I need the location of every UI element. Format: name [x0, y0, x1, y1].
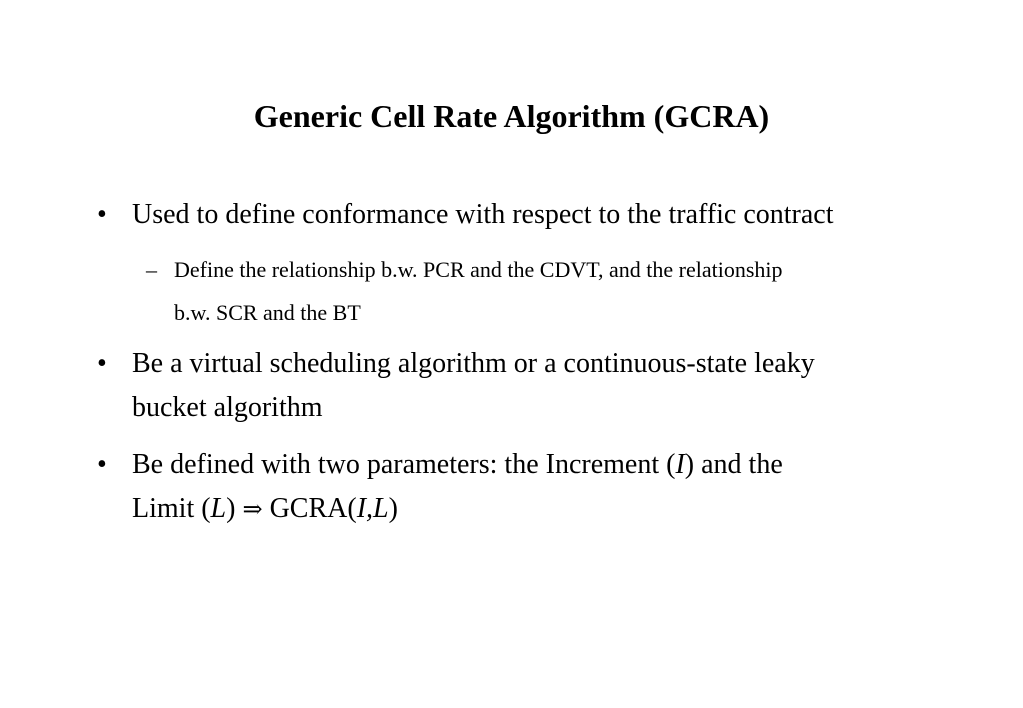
bullet-text-line1 [132, 443, 927, 487]
dash-marker: – [146, 257, 157, 282]
bullet-text-line2 [132, 487, 927, 531]
implies-symbol: ⇒ [242, 495, 263, 523]
bullet-text: Used to define conformance with respect to the traffic contract [132, 199, 834, 230]
bullet-text-line2: bucket algorithm [132, 392, 323, 423]
text-segment: ) [226, 493, 243, 524]
variable-i: I [675, 449, 685, 480]
text-segment: ) [388, 493, 398, 524]
subbullet-text-line2: b.w. SCR and the BT [174, 300, 361, 325]
text-segment: ) and the [684, 449, 783, 480]
bullet-marker: • [97, 348, 107, 379]
bullet-text-line1: Be a virtual scheduling algorithm or a continuous-state leaky [132, 348, 815, 379]
bullet-marker: • [97, 449, 107, 480]
function-args: I,L [356, 493, 389, 524]
text-segment: GCRA( [262, 493, 357, 524]
subbullet-text-line1: Define the relationship b.w. PCR and the CDVT, and the relationship [174, 257, 783, 282]
bullet-marker: • [97, 199, 107, 230]
slide-title: Generic Cell Rate Algorithm (GCRA) [253, 98, 770, 134]
variable-l: L [210, 493, 227, 524]
text-segment: Be defined with two parameters: the Increment ( [132, 449, 676, 480]
text-segment: Limit ( [132, 493, 211, 524]
